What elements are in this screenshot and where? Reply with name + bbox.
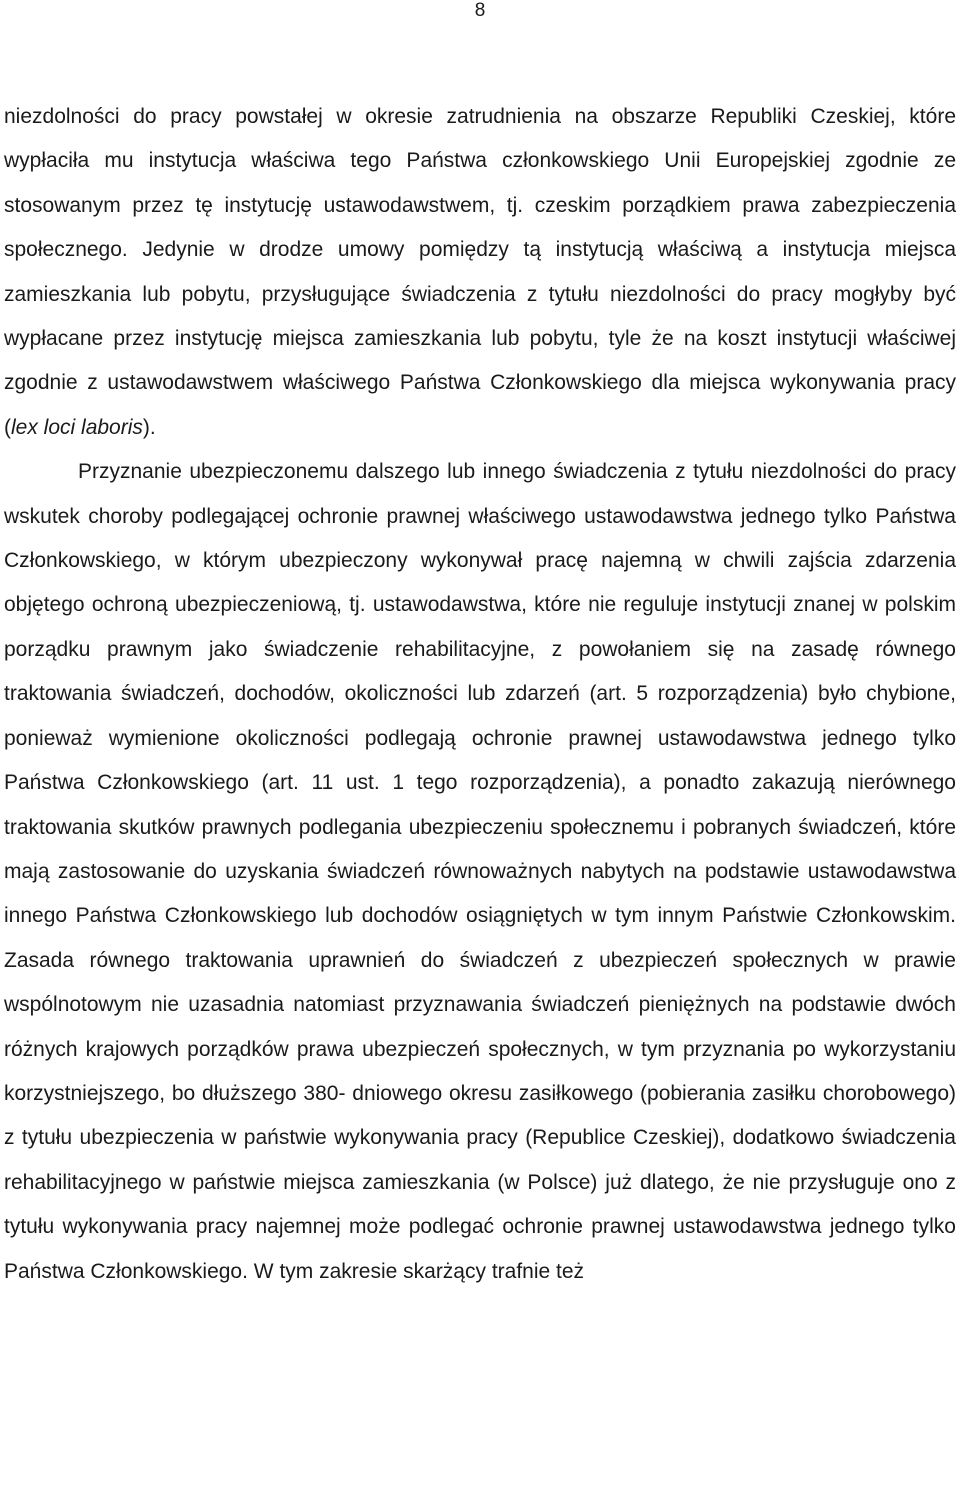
paragraph-1 xyxy=(4,95,956,450)
page-number: 8 xyxy=(474,0,486,21)
paragraph-1-text: niezdolności do pracy powstałej w okresie zatrudnienia na obszarze Republiki Czeskiej, które wypłaciła mu instytucja właściwa tego Państwa członkowskiego Unii Europejskiej zgodnie ze stosowanym przez tę instytucję ustawodawstwem, tj. czeskim porządkiem prawa zabezpieczenia społecznego. Jedynie w drodze umowy pomiędzy tą instytucją właściwą a instytucja miejsca zamieszkania lub pobytu, przysługujące świadczenia z tytułu niezdolności do pracy mogłyby być wypłacane przez instytucję miejsca zamieszkania lub pobytu, tyle że na koszt instytucji właściwej zgodnie z ustawodawstwem właściwego Państwa Członkowskiego dla miejsca wykonywania pracy ( xyxy=(4,105,956,439)
paragraph-1-closing: ). xyxy=(142,415,156,439)
document-body xyxy=(4,95,956,1294)
latin-phrase: lex loci laboris xyxy=(11,415,143,439)
paragraph-2: Przyznanie ubezpieczonemu dalszego lub innego świadczenia z tytułu niezdolności do pracy wskutek choroby podlegającej ochronie prawnej właściwego ustawodawstwa jednego tylko Państwa Członkowskiego, w którym ubezpieczony wykonywał pracę najemną w chwili zajścia zdarzenia objętego ochroną ubezpieczeniową, tj. ustawodawstwa, które nie reguluje instytucji znanej w polskim porządku prawnym jako świadczenie rehabilitacyjne, z powołaniem się na zasadę równego traktowania świadczeń, dochodów, okoliczności lub zdarzeń (art. 5 rozporządzenia) było chybione, ponieważ wymienione okoliczności podlegają ochronie prawnej ustawodawstwa jednego tylko Państwa Członkowskiego (art. 11 ust. 1 tego rozporządzenia), a ponadto zakazują nierównego traktowania skutków prawnych podlegania ubezpieczeniu społecznemu i pobranych świadczeń, które mają zastosowanie do uzyskania świadczeń równoważnych nabytych na podstawie ustawodawstwa innego Państwa Członkowskiego lub dochodów osiągniętych w tym innym Państwie Członkowskim. Zasada równego traktowania uprawnień do świadczeń z ubezpieczeń społecznych w prawie wspólnotowym nie uzasadnia natomiast przyznawania świadczeń pieniężnych na podstawie dwóch różnych krajowych porządków prawa ubezpieczeń społecznych, w tym przyznania po wykorzystaniu korzystniejszego, bo dłuższego 380- dniowego okresu zasiłkowego (pobierania zasiłku chorobowego) z tytułu ubezpieczenia w państwie wykonywania pracy (Republice Czeskiej), dodatkowo świadczenia rehabilitacyjnego w państwie miejsca zamieszkania (w Polsce) już dlatego, że nie przysługuje ono z tytułu wykonywania pracy najemnej może podlegać ochronie prawnej ustawodawstwa jednego tylko Państwa Członkowskiego. W tym zakresie skarżący trafnie też xyxy=(4,460,956,1283)
